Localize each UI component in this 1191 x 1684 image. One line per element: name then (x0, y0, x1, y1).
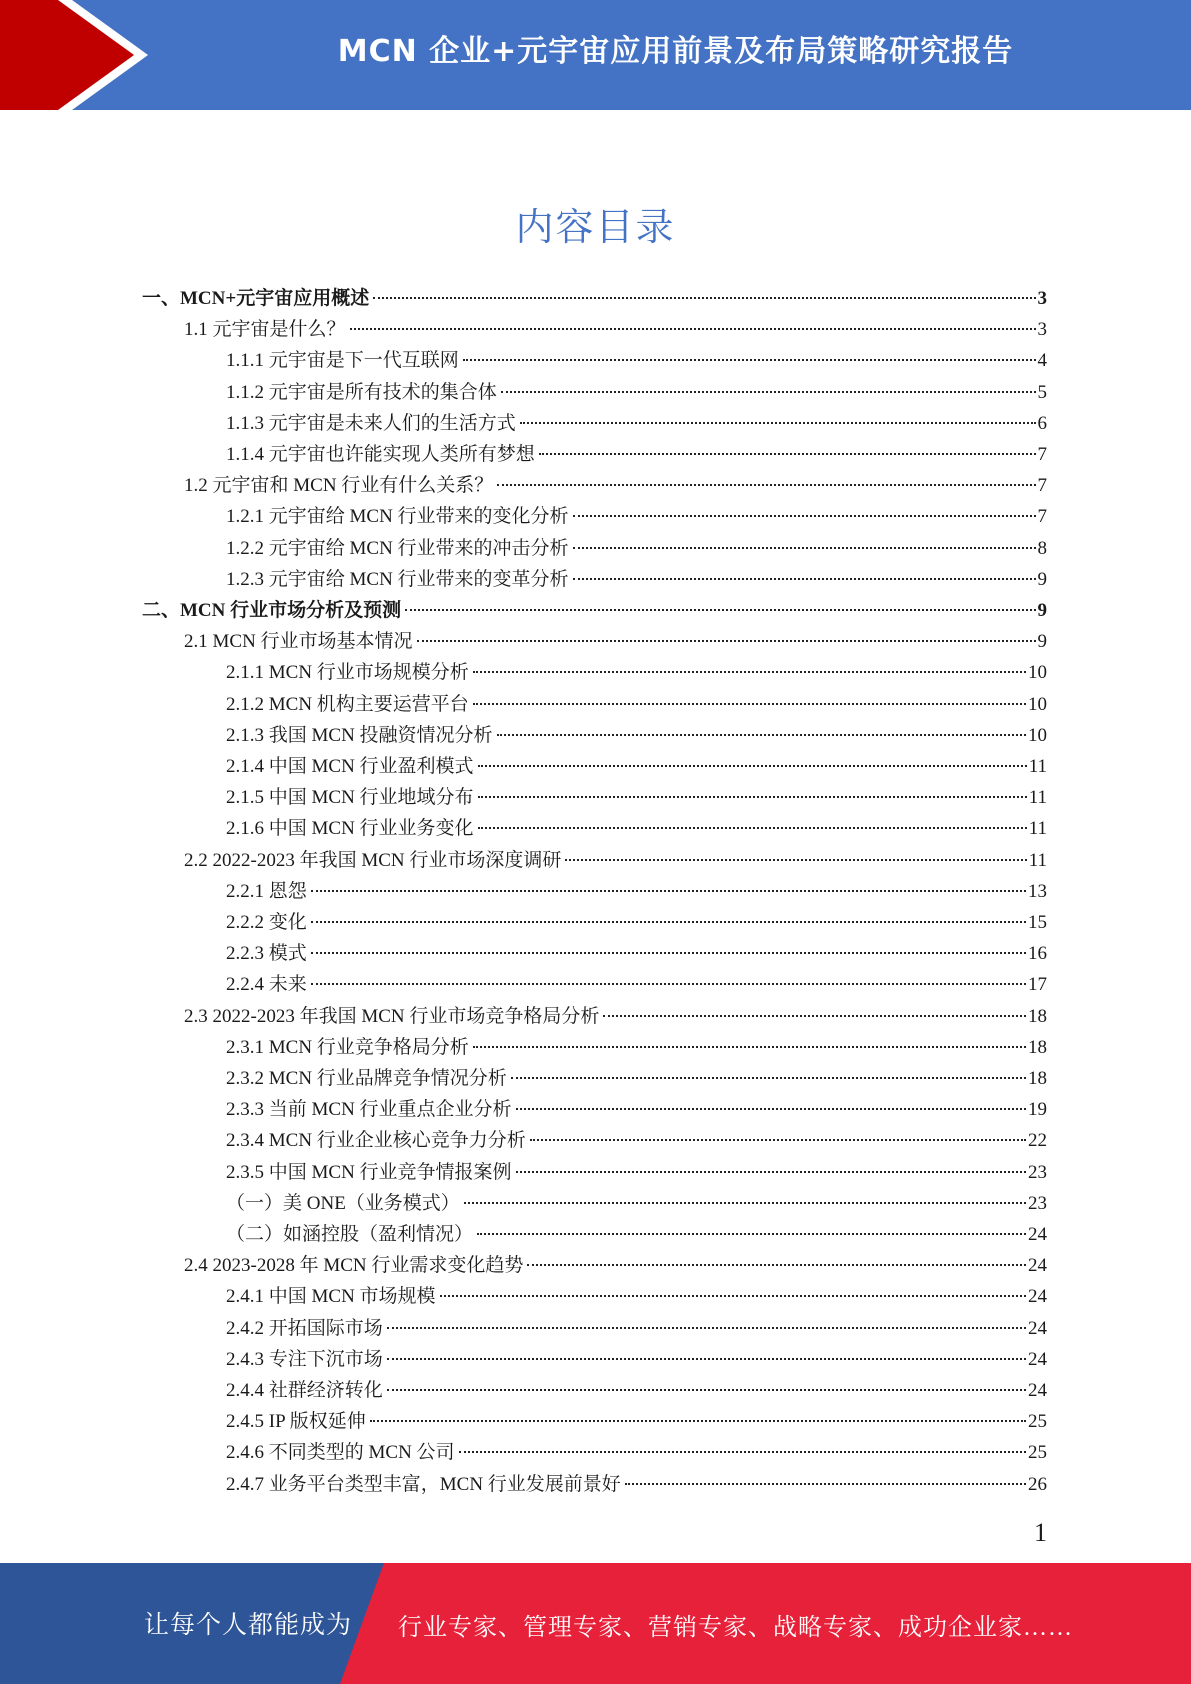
toc-dot-leader (387, 1327, 1026, 1329)
toc-entry-title: 2.4.3 专注下沉市场 (226, 1348, 383, 1370)
toc-entry-page: 24 (1028, 1224, 1047, 1245)
toc-entry-page: 25 (1028, 1411, 1047, 1433)
toc-dot-leader (405, 609, 1035, 611)
toc-dot-leader (565, 859, 1026, 861)
toc-entry[interactable] (226, 690, 1047, 720)
toc-dot-leader (311, 921, 1026, 923)
toc-entry-page: 24 (1028, 1380, 1047, 1401)
toc-entry-title: 2.2.2 变化 (226, 912, 307, 933)
toc-entry-title: 1.1.4 元宇宙也许能实现人类所有梦想 (226, 444, 535, 465)
toc-entry[interactable] (226, 721, 1047, 751)
toc-dot-leader (573, 547, 1036, 549)
toc-entry-page: 18 (1028, 1036, 1047, 1058)
toc-heading: 内容目录 (515, 205, 676, 249)
toc-dot-leader (387, 1389, 1026, 1391)
toc-entry[interactable] (226, 783, 1047, 813)
toc-entry-title: 2.1.1 MCN 行业市场规模分析 (226, 662, 469, 684)
toc-entry-title: 2.3.3 当前 MCN 行业重点企业分析 (226, 1099, 512, 1121)
toc-entry-title: 2.3.5 中国 MCN 行业竞争情报案例 (226, 1161, 512, 1183)
toc-entry[interactable] (226, 970, 1047, 1000)
toc-entry-title: 2.1.2 MCN 机构主要运营平台 (226, 693, 469, 715)
toc-dot-leader (387, 1358, 1026, 1360)
toc-entry-title: 二、MCN 行业市场分析及预测 (142, 600, 402, 621)
toc-entry[interactable] (226, 1282, 1047, 1312)
toc-entry-page: 8 (1037, 537, 1047, 559)
toc-entry-title: 2.1.6 中国 MCN 行业业务变化 (226, 818, 474, 840)
toc-entry[interactable] (226, 1345, 1047, 1375)
toc-entry-page: 25 (1028, 1442, 1047, 1464)
footer-expert-list: 行业专家、管理专家、营销专家、战略专家、成功企业家…… (398, 1615, 1073, 1641)
toc-entry-page: 19 (1028, 1099, 1047, 1121)
toc-entry-title: 2.2.1 恩怨 (226, 880, 307, 902)
toc-dot-leader (350, 328, 1036, 330)
toc-dot-leader (478, 765, 1027, 767)
toc-entry-title: 2.3.2 MCN 行业品牌竞争情况分析 (226, 1068, 507, 1089)
toc-entry[interactable] (226, 1126, 1047, 1156)
toc-entry[interactable] (226, 908, 1047, 938)
toc-dot-leader (473, 671, 1026, 673)
footer-banner (0, 1563, 1191, 1684)
toc-dot-leader (603, 1015, 1026, 1017)
toc-entry[interactable] (226, 565, 1047, 595)
footer-slogan: 让每个人都能成为 (144, 1612, 353, 1639)
toc-entry-page: 22 (1028, 1130, 1047, 1152)
toc-entry-title: 2.1 MCN 行业市场基本情况 (184, 631, 413, 653)
toc-entry-page: 7 (1037, 506, 1047, 528)
toc-dot-leader (311, 983, 1026, 985)
toc-entry-title: （一）美 ONE（业务模式） (226, 1192, 460, 1214)
toc-dot-leader (573, 578, 1036, 580)
toc-entry[interactable] (184, 1002, 1047, 1032)
toc-entry[interactable] (142, 284, 1047, 314)
toc-entry-page: 26 (1028, 1473, 1047, 1495)
toc-entry-title: 2.3.4 MCN 行业企业核心竞争力分析 (226, 1130, 526, 1152)
toc-entry-page: 3 (1037, 288, 1047, 309)
toc-entry-page: 11 (1028, 849, 1047, 871)
toc-entry-page: 9 (1037, 600, 1047, 621)
toc-entry[interactable] (226, 752, 1047, 782)
toc-dot-leader (501, 391, 1036, 393)
toc-entry-page: 4 (1037, 350, 1047, 372)
toc-dot-leader (516, 1108, 1026, 1110)
toc-dot-leader (311, 952, 1026, 954)
toc-entry-page: 11 (1028, 787, 1047, 809)
toc-entry-page: 9 (1037, 568, 1047, 590)
toc-dot-leader (463, 359, 1036, 361)
toc-entry[interactable] (226, 1314, 1047, 1344)
toc-entry[interactable] (226, 378, 1047, 408)
toc-entry-title: 一、MCN+元宇宙应用概述 (142, 288, 370, 309)
toc-dot-leader (473, 703, 1026, 705)
toc-entry-title: 2.2 2022-2023 年我国 MCN 行业市场深度调研 (184, 849, 562, 871)
toc-entry[interactable] (226, 1158, 1047, 1188)
toc-entry-page: 3 (1037, 319, 1047, 341)
toc-entry-page: 23 (1028, 1192, 1047, 1214)
toc-dot-leader (625, 1483, 1026, 1485)
toc-dot-leader (478, 796, 1027, 798)
toc-entry[interactable] (226, 1095, 1047, 1125)
toc-dot-leader (459, 1451, 1026, 1453)
header-banner (0, 0, 1191, 110)
toc-entry-page: 10 (1028, 693, 1047, 715)
toc-entry-title: 2.1.3 我国 MCN 投融资情况分析 (226, 724, 493, 746)
toc-entry-title: 2.4.4 社群经济转化 (226, 1380, 383, 1401)
toc-entry[interactable] (184, 846, 1047, 876)
toc-entry[interactable] (226, 502, 1047, 532)
toc-entry[interactable] (226, 814, 1047, 844)
toc-entry[interactable] (226, 1220, 1047, 1250)
toc-entry-title: 1.1.3 元宇宙是未来人们的生活方式 (226, 412, 516, 434)
toc-entry-title: 2.3 2022-2023 年我国 MCN 行业市场竞争格局分析 (184, 1005, 600, 1027)
toc-entry-page: 16 (1028, 943, 1047, 965)
toc-dot-leader (417, 640, 1036, 642)
toc-entry-title: 1.2.2 元宇宙给 MCN 行业带来的冲击分析 (226, 537, 569, 559)
toc-entry-page: 18 (1028, 1005, 1047, 1027)
toc-entry-page: 7 (1037, 444, 1047, 465)
report-title: MCN 企业+元宇宙应用前景及布局策略研究报告 (337, 34, 1014, 69)
toc-dot-leader (573, 515, 1036, 517)
toc-entry-page: 17 (1028, 974, 1047, 996)
toc-entry[interactable] (226, 440, 1047, 470)
toc-entry-page: 24 (1028, 1317, 1047, 1339)
toc-entry-title: 2.4.2 开拓国际市场 (226, 1317, 383, 1339)
toc-entry[interactable] (184, 471, 1047, 501)
toc-dot-leader (511, 1077, 1026, 1079)
toc-entry-page: 13 (1028, 880, 1047, 902)
page-number: 1 (1034, 1518, 1047, 1547)
toc-entry-page: 23 (1028, 1161, 1047, 1183)
toc-entry-page: 9 (1037, 631, 1047, 653)
toc-entry-page: 24 (1028, 1286, 1047, 1308)
toc-entry[interactable] (184, 1251, 1047, 1281)
toc-entry-page: 15 (1028, 912, 1047, 933)
toc-entry[interactable] (226, 1033, 1047, 1063)
toc-dot-leader (473, 1046, 1026, 1048)
toc-entry-title: 2.2.3 模式 (226, 943, 307, 965)
toc-entry-page: 18 (1028, 1068, 1047, 1089)
toc-entry-title: 1.2.3 元宇宙给 MCN 行业带来的变革分析 (226, 568, 569, 590)
toc-entry[interactable] (226, 939, 1047, 969)
toc-dot-leader (373, 297, 1035, 299)
toc-entry-title: 2.4.7 业务平台类型丰富，MCN 行业发展前景好 (226, 1473, 621, 1495)
toc-entry-page: 11 (1028, 756, 1047, 777)
toc-entry-title: 1.2.1 元宇宙给 MCN 行业带来的变化分析 (226, 506, 569, 528)
toc-entry[interactable] (226, 1438, 1047, 1468)
toc-entry[interactable] (142, 596, 1047, 626)
toc-entry[interactable] (184, 315, 1047, 345)
toc-entry-title: 2.4.5 IP 版权延伸 (226, 1411, 366, 1433)
toc-entry-page: 10 (1028, 724, 1047, 746)
toc-entry-page: 24 (1028, 1348, 1047, 1370)
toc-entry-title: 1.1 元宇宙是什么？ (184, 319, 346, 341)
toc-dot-leader (370, 1420, 1026, 1422)
toc-entry-title: 1.1.1 元宇宙是下一代互联网 (226, 350, 459, 372)
toc-entry-page: 5 (1037, 381, 1047, 403)
toc-dot-leader (440, 1295, 1026, 1297)
toc-entry-title: 2.4 2023-2028 年 MCN 行业需求变化趋势 (184, 1255, 524, 1277)
toc-entry[interactable] (184, 627, 1047, 657)
toc-dot-leader (539, 453, 1036, 455)
toc-entry-title: 2.1.5 中国 MCN 行业地域分布 (226, 787, 474, 809)
toc-dot-leader (311, 890, 1026, 892)
toc-entry-page: 7 (1037, 475, 1047, 497)
toc-dot-leader (516, 1171, 1026, 1173)
toc-entry-page: 10 (1028, 662, 1047, 684)
toc-entry[interactable] (226, 534, 1047, 564)
toc-entry[interactable] (226, 1470, 1047, 1500)
toc-entry[interactable] (226, 877, 1047, 907)
toc-entry-title: 2.2.4 未来 (226, 974, 307, 996)
toc-dot-leader (520, 422, 1036, 424)
toc-entry-title: 2.3.1 MCN 行业竞争格局分析 (226, 1036, 469, 1058)
toc-entry-title: 2.4.1 中国 MCN 市场规模 (226, 1286, 436, 1308)
toc-entry-title: （二）如涵控股（盈利情况） (226, 1224, 474, 1245)
toc-dot-leader (497, 484, 1035, 486)
toc-dot-leader (478, 827, 1027, 829)
toc-entry-title: 1.1.2 元宇宙是所有技术的集合体 (226, 381, 497, 403)
toc-dot-leader (464, 1202, 1026, 1204)
toc-dot-leader (497, 734, 1026, 736)
toc-entry-page: 11 (1028, 818, 1047, 840)
toc-dot-leader (477, 1233, 1026, 1235)
toc-entry-title: 1.2 元宇宙和 MCN 行业有什么关系？ (184, 475, 494, 497)
toc-entry[interactable] (226, 1376, 1047, 1406)
toc-entry-page: 24 (1028, 1255, 1047, 1277)
toc-entry[interactable] (226, 1189, 1047, 1219)
toc-entry[interactable] (226, 409, 1047, 439)
toc-entry[interactable] (226, 1064, 1047, 1094)
toc-entry-title: 2.1.4 中国 MCN 行业盈利模式 (226, 756, 474, 777)
toc-entry[interactable] (226, 1407, 1047, 1437)
toc-entry-page: 6 (1037, 412, 1047, 434)
toc-entry-title: 2.4.6 不同类型的 MCN 公司 (226, 1442, 455, 1464)
toc-entry[interactable] (226, 346, 1047, 376)
toc-dot-leader (530, 1139, 1026, 1141)
toc-dot-leader (527, 1264, 1026, 1266)
toc-entry[interactable] (226, 658, 1047, 688)
